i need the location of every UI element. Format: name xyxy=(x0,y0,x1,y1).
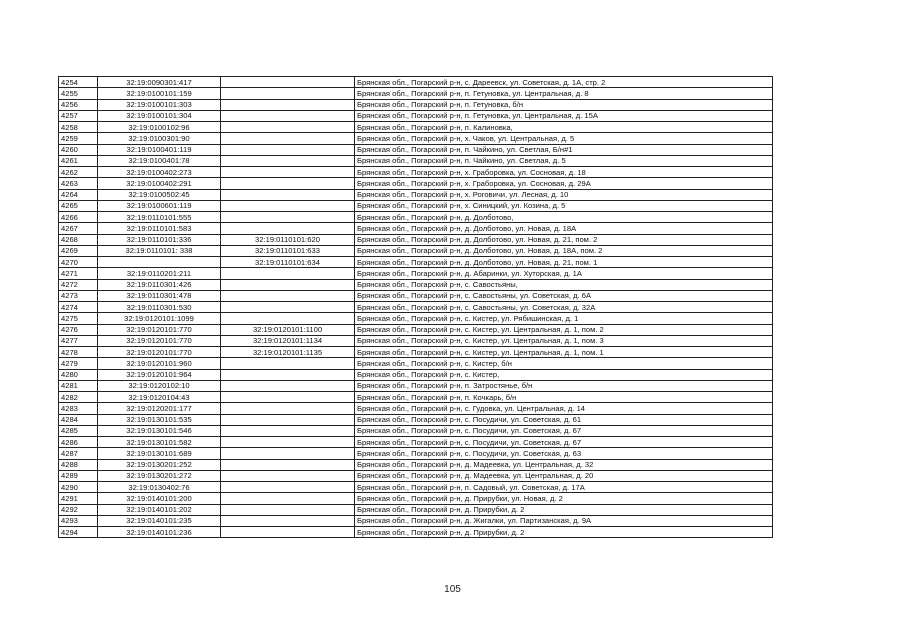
cadastral-number-cell: 32:19:0110301:530 xyxy=(98,302,221,313)
cadastral-number-cell: 32:19:0100402:273 xyxy=(98,167,221,178)
table-row xyxy=(59,358,773,369)
room-cadastral-number-cell xyxy=(221,380,355,391)
cadastral-number-cell: 32:19:0110301:478 xyxy=(98,290,221,301)
address-cell: Брянская обл., Погарский р-н, с. Посудичи, ул. Советская, д. 61 xyxy=(355,414,773,425)
room-cadastral-number-cell xyxy=(221,313,355,324)
row-number-cell: 4271 xyxy=(59,268,98,279)
table-row xyxy=(59,380,773,391)
row-number-cell: 4272 xyxy=(59,279,98,290)
cadastral-number-cell: 32:19:0140101:235 xyxy=(98,515,221,526)
room-cadastral-number-cell xyxy=(221,482,355,493)
cadastral-number-cell: 32:19:0110101:555 xyxy=(98,212,221,223)
table-row xyxy=(59,313,773,324)
address-cell: Брянская обл., Погарский р-н, п. Садовый, ул. Советская, д. 17А xyxy=(355,482,773,493)
room-cadastral-number-cell xyxy=(221,358,355,369)
row-number-cell: 4285 xyxy=(59,425,98,436)
address-cell: Брянская обл., Погарский р-н, п. Гетуновка, ул. Центральная, д. 8 xyxy=(355,88,773,99)
cadastral-number-cell: 32:19:0130101:689 xyxy=(98,448,221,459)
table-row xyxy=(59,257,773,268)
room-cadastral-number-cell xyxy=(221,133,355,144)
table-row xyxy=(59,133,773,144)
address-cell: Брянская обл., Погарский р-н, д. Долботово, ул. Новая, д. 18А xyxy=(355,223,773,234)
room-cadastral-number-cell xyxy=(221,144,355,155)
room-cadastral-number-cell xyxy=(221,448,355,459)
address-cell: Брянская обл., Погарский р-н, п. Гетуновка, б/н xyxy=(355,99,773,110)
table-row xyxy=(59,335,773,346)
cadastral-number-cell: 32:19:0120101:960 xyxy=(98,358,221,369)
cadastral-number-cell: 32:19:0120104:43 xyxy=(98,392,221,403)
cadastral-number-cell: 32:19:0100401:119 xyxy=(98,144,221,155)
table-row xyxy=(59,88,773,99)
room-cadastral-number-cell xyxy=(221,414,355,425)
row-number-cell: 4291 xyxy=(59,493,98,504)
address-cell: Брянская обл., Погарский р-н, с. Дареевск, ул. Советская, д. 1А, стр. 2 xyxy=(355,77,773,88)
room-cadastral-number-cell: 32:19:0110101:634 xyxy=(221,257,355,268)
room-cadastral-number-cell xyxy=(221,110,355,121)
row-number-cell: 4279 xyxy=(59,358,98,369)
table-row xyxy=(59,302,773,313)
row-number-cell: 4278 xyxy=(59,347,98,358)
room-cadastral-number-cell xyxy=(221,279,355,290)
address-cell: Брянская обл., Погарский р-н, п. Чайкино, ул. Светлая, д. 5 xyxy=(355,155,773,166)
row-number-cell: 4287 xyxy=(59,448,98,459)
table-row xyxy=(59,167,773,178)
cadastral-number-cell xyxy=(98,257,221,268)
room-cadastral-number-cell xyxy=(221,178,355,189)
room-cadastral-number-cell xyxy=(221,155,355,166)
table-row xyxy=(59,324,773,335)
room-cadastral-number-cell xyxy=(221,99,355,110)
address-cell: Брянская обл., Погарский р-н, с. Савостьяны, ул. Советская, д. 6А xyxy=(355,290,773,301)
cadastral-number-cell: 32:19:0140101:236 xyxy=(98,527,221,538)
table-row xyxy=(59,493,773,504)
row-number-cell: 4284 xyxy=(59,414,98,425)
room-cadastral-number-cell: 32:19:0120101:1135 xyxy=(221,347,355,358)
row-number-cell: 4283 xyxy=(59,403,98,414)
room-cadastral-number-cell xyxy=(221,470,355,481)
cadastral-number-cell: 32:19:0130402:76 xyxy=(98,482,221,493)
row-number-cell: 4258 xyxy=(59,122,98,133)
cadastral-number-cell: 32:19:0130201:252 xyxy=(98,459,221,470)
table-row xyxy=(59,234,773,245)
room-cadastral-number-cell xyxy=(221,437,355,448)
room-cadastral-number-cell xyxy=(221,515,355,526)
address-cell: Брянская обл., Погарский р-н, с. Кистер, ул. Рябишинская, д. 1 xyxy=(355,313,773,324)
address-cell: Брянская обл., Погарский р-н, с. Савостьяны, ул. Советская, д. 32А xyxy=(355,302,773,313)
cadastral-number-cell: 32:19:0100402:291 xyxy=(98,178,221,189)
room-cadastral-number-cell xyxy=(221,527,355,538)
row-number-cell: 4262 xyxy=(59,167,98,178)
row-number-cell: 4265 xyxy=(59,200,98,211)
address-cell: Брянская обл., Погарский р-н, х. Граборовка, ул. Сосновая, д. 18 xyxy=(355,167,773,178)
cadastral-number-cell: 32:19:0120102:10 xyxy=(98,380,221,391)
table-row xyxy=(59,448,773,459)
room-cadastral-number-cell xyxy=(221,223,355,234)
table-row xyxy=(59,403,773,414)
cadastral-number-cell: 32:19:0120101:770 xyxy=(98,335,221,346)
room-cadastral-number-cell: 32:19:0120101:1100 xyxy=(221,324,355,335)
table-row xyxy=(59,99,773,110)
address-cell: Брянская обл., Погарский р-н, с. Посудичи, ул. Советская, д. 63 xyxy=(355,448,773,459)
room-cadastral-number-cell xyxy=(221,392,355,403)
cadastral-number-cell: 32:19:0100502:45 xyxy=(98,189,221,200)
cadastral-number-cell: 32:19:0130201:272 xyxy=(98,470,221,481)
table-row xyxy=(59,268,773,279)
row-number-cell: 4289 xyxy=(59,470,98,481)
row-number-cell: 4269 xyxy=(59,245,98,256)
row-number-cell: 4268 xyxy=(59,234,98,245)
address-cell: Брянская обл., Погарский р-н, х. Роговичи, ул. Лесная, д. 10 xyxy=(355,189,773,200)
room-cadastral-number-cell xyxy=(221,212,355,223)
room-cadastral-number-cell xyxy=(221,504,355,515)
address-cell: Брянская обл., Погарский р-н, д. Долботово, ул. Новая, д. 21, пом. 1 xyxy=(355,257,773,268)
row-number-cell: 4256 xyxy=(59,99,98,110)
table-row xyxy=(59,155,773,166)
table-row xyxy=(59,527,773,538)
row-number-cell: 4257 xyxy=(59,110,98,121)
cadastral-number-cell: 32:19:0100101:159 xyxy=(98,88,221,99)
page-number: 105 xyxy=(444,584,461,595)
row-number-cell: 4292 xyxy=(59,504,98,515)
cadastral-number-cell: 32:19:0140101:202 xyxy=(98,504,221,515)
row-number-cell: 4264 xyxy=(59,189,98,200)
table-row xyxy=(59,459,773,470)
row-number-cell: 4282 xyxy=(59,392,98,403)
table-row xyxy=(59,279,773,290)
row-number-cell: 4293 xyxy=(59,515,98,526)
cadastral-number-cell: 32:19:0110301:426 xyxy=(98,279,221,290)
table-row xyxy=(59,245,773,256)
room-cadastral-number-cell xyxy=(221,77,355,88)
address-cell: Брянская обл., Погарский р-н, д. Мадеевка, ул. Центральная, д. 20 xyxy=(355,470,773,481)
address-cell: Брянская обл., Погарский р-н, х. Граборовка, ул. Сосновая, д. 29А xyxy=(355,178,773,189)
row-number-cell: 4275 xyxy=(59,313,98,324)
cadastral-number-cell: 32:19:0100601:119 xyxy=(98,200,221,211)
row-number-cell: 4290 xyxy=(59,482,98,493)
table-row xyxy=(59,414,773,425)
room-cadastral-number-cell: 32:19:0110101:620 xyxy=(221,234,355,245)
table-row xyxy=(59,347,773,358)
row-number-cell: 4261 xyxy=(59,155,98,166)
row-number-cell: 4281 xyxy=(59,380,98,391)
row-number-cell: 4266 xyxy=(59,212,98,223)
table-row xyxy=(59,470,773,481)
cadastral-number-cell: 32:19:0110101:336 xyxy=(98,234,221,245)
address-cell: Брянская обл., Погарский р-н, с. Посудичи, ул. Советская, д. 67 xyxy=(355,437,773,448)
cadastral-number-cell: 32:19:0120101:964 xyxy=(98,369,221,380)
row-number-cell: 4263 xyxy=(59,178,98,189)
cadastral-number-cell: 32:19:0110101: 338 xyxy=(98,245,221,256)
address-cell: Брянская обл., Погарский р-н, с. Посудичи, ул. Советская, д. 67 xyxy=(355,425,773,436)
table-row xyxy=(59,223,773,234)
address-cell: Брянская обл., Погарский р-н, д. Долботово, ул. Новая, д. 18А, пом. 2 xyxy=(355,245,773,256)
cadastral-number-cell: 32:19:0100301:90 xyxy=(98,133,221,144)
address-cell: Брянская обл., Погарский р-н, п. Калиновка, xyxy=(355,122,773,133)
table-row xyxy=(59,110,773,121)
cadastral-number-cell: 32:19:0110101:583 xyxy=(98,223,221,234)
room-cadastral-number-cell xyxy=(221,369,355,380)
address-cell: Брянская обл., Погарский р-н, с. Кистер, б/н xyxy=(355,358,773,369)
room-cadastral-number-cell xyxy=(221,268,355,279)
address-cell: Брянская обл., Погарский р-н, д. Прирубки, д. 2 xyxy=(355,527,773,538)
row-number-cell: 4270 xyxy=(59,257,98,268)
row-number-cell: 4280 xyxy=(59,369,98,380)
room-cadastral-number-cell: 32:19:0110101:633 xyxy=(221,245,355,256)
cadastral-number-cell: 32:19:0100101:304 xyxy=(98,110,221,121)
address-cell: Брянская обл., Погарский р-н, с. Кистер, ул. Центральная, д. 1, пом. 1 xyxy=(355,347,773,358)
room-cadastral-number-cell xyxy=(221,493,355,504)
room-cadastral-number-cell xyxy=(221,403,355,414)
cadastral-number-cell: 32:19:0120101:1099 xyxy=(98,313,221,324)
row-number-cell: 4286 xyxy=(59,437,98,448)
room-cadastral-number-cell xyxy=(221,302,355,313)
address-cell: Брянская обл., Погарский р-н, д. Прирубки, ул. Новая, д. 2 xyxy=(355,493,773,504)
table-row xyxy=(59,392,773,403)
cadastral-number-cell: 32:19:0120101:770 xyxy=(98,347,221,358)
row-number-cell: 4260 xyxy=(59,144,98,155)
registry-table xyxy=(58,76,773,538)
cadastral-number-cell: 32:19:0140101:200 xyxy=(98,493,221,504)
room-cadastral-number-cell xyxy=(221,122,355,133)
row-number-cell: 4274 xyxy=(59,302,98,313)
table-row xyxy=(59,437,773,448)
cadastral-number-cell: 32:19:0120101:770 xyxy=(98,324,221,335)
cadastral-number-cell: 32:19:0110201:211 xyxy=(98,268,221,279)
address-cell: Брянская обл., Погарский р-н, д. Прирубки, д. 2 xyxy=(355,504,773,515)
row-number-cell: 4294 xyxy=(59,527,98,538)
address-cell: Брянская обл., Погарский р-н, д. Жигалки, ул. Партизанская, д. 9А xyxy=(355,515,773,526)
table-row xyxy=(59,425,773,436)
address-cell: Брянская обл., Погарский р-н, д. Мадеевка, ул. Центральная, д. 32 xyxy=(355,459,773,470)
cadastral-number-cell: 32:19:0130101:535 xyxy=(98,414,221,425)
row-number-cell: 4255 xyxy=(59,88,98,99)
room-cadastral-number-cell xyxy=(221,425,355,436)
address-cell: Брянская обл., Погарский р-н, п. Чайкино, ул. Светлая, Б/н#1 xyxy=(355,144,773,155)
address-cell: Брянская обл., Погарский р-н, д. Долботово, xyxy=(355,212,773,223)
cadastral-number-cell: 32:19:0120201:177 xyxy=(98,403,221,414)
room-cadastral-number-cell xyxy=(221,290,355,301)
address-cell: Брянская обл., Погарский р-н, х. Чаков, ул. Центральная, д. 5 xyxy=(355,133,773,144)
table-row xyxy=(59,77,773,88)
address-cell: Брянская обл., Погарский р-н, х. Синицкий, ул. Козина, д. 5 xyxy=(355,200,773,211)
row-number-cell: 4277 xyxy=(59,335,98,346)
address-cell: Брянская обл., Погарский р-н, с. Савостьяны, xyxy=(355,279,773,290)
room-cadastral-number-cell xyxy=(221,459,355,470)
address-cell: Брянская обл., Погарский р-н, п. Затростянье, б/н xyxy=(355,380,773,391)
table-row xyxy=(59,178,773,189)
room-cadastral-number-cell xyxy=(221,167,355,178)
table-row xyxy=(59,290,773,301)
row-number-cell: 4273 xyxy=(59,290,98,301)
address-cell: Брянская обл., Погарский р-н, с. Кистер, ул. Центральная, д. 1, пом. 3 xyxy=(355,335,773,346)
address-cell: Брянская обл., Погарский р-н, д. Абаринки, ул. Хуторская, д. 1А xyxy=(355,268,773,279)
cadastral-number-cell: 32:19:0100101:303 xyxy=(98,99,221,110)
room-cadastral-number-cell xyxy=(221,189,355,200)
cadastral-number-cell: 32:19:0100401:78 xyxy=(98,155,221,166)
address-cell: Брянская обл., Погарский р-н, с. Кистер, ул. Центральная, д. 1, пом. 2 xyxy=(355,324,773,335)
cadastral-number-cell: 32:19:0130101:546 xyxy=(98,425,221,436)
address-cell: Брянская обл., Погарский р-н, п. Гетуновка, ул. Центральная, д. 15А xyxy=(355,110,773,121)
table-row xyxy=(59,504,773,515)
row-number-cell: 4254 xyxy=(59,77,98,88)
table-row xyxy=(59,369,773,380)
row-number-cell: 4259 xyxy=(59,133,98,144)
registry-table-body xyxy=(59,77,773,538)
address-cell: Брянская обл., Погарский р-н, д. Долботово, ул. Новая, д. 21, пом. 2 xyxy=(355,234,773,245)
cadastral-number-cell: 32:19:0100102:96 xyxy=(98,122,221,133)
row-number-cell: 4276 xyxy=(59,324,98,335)
cadastral-number-cell: 32:19:0130101:582 xyxy=(98,437,221,448)
room-cadastral-number-cell xyxy=(221,200,355,211)
address-cell: Брянская обл., Погарский р-н, с. Кистер, xyxy=(355,369,773,380)
row-number-cell: 4267 xyxy=(59,223,98,234)
table-row xyxy=(59,482,773,493)
room-cadastral-number-cell xyxy=(221,88,355,99)
table-row xyxy=(59,200,773,211)
table-row xyxy=(59,122,773,133)
table-row xyxy=(59,515,773,526)
room-cadastral-number-cell: 32:19:0120101:1134 xyxy=(221,335,355,346)
table-row xyxy=(59,144,773,155)
address-cell: Брянская обл., Погарский р-н, с. Гудовка, ул. Центральная, д. 14 xyxy=(355,403,773,414)
address-cell: Брянская обл., Погарский р-н, п. Кочкарь, б/н xyxy=(355,392,773,403)
cadastral-number-cell: 32:19:0090301:417 xyxy=(98,77,221,88)
row-number-cell: 4288 xyxy=(59,459,98,470)
table-row xyxy=(59,189,773,200)
table-row xyxy=(59,212,773,223)
